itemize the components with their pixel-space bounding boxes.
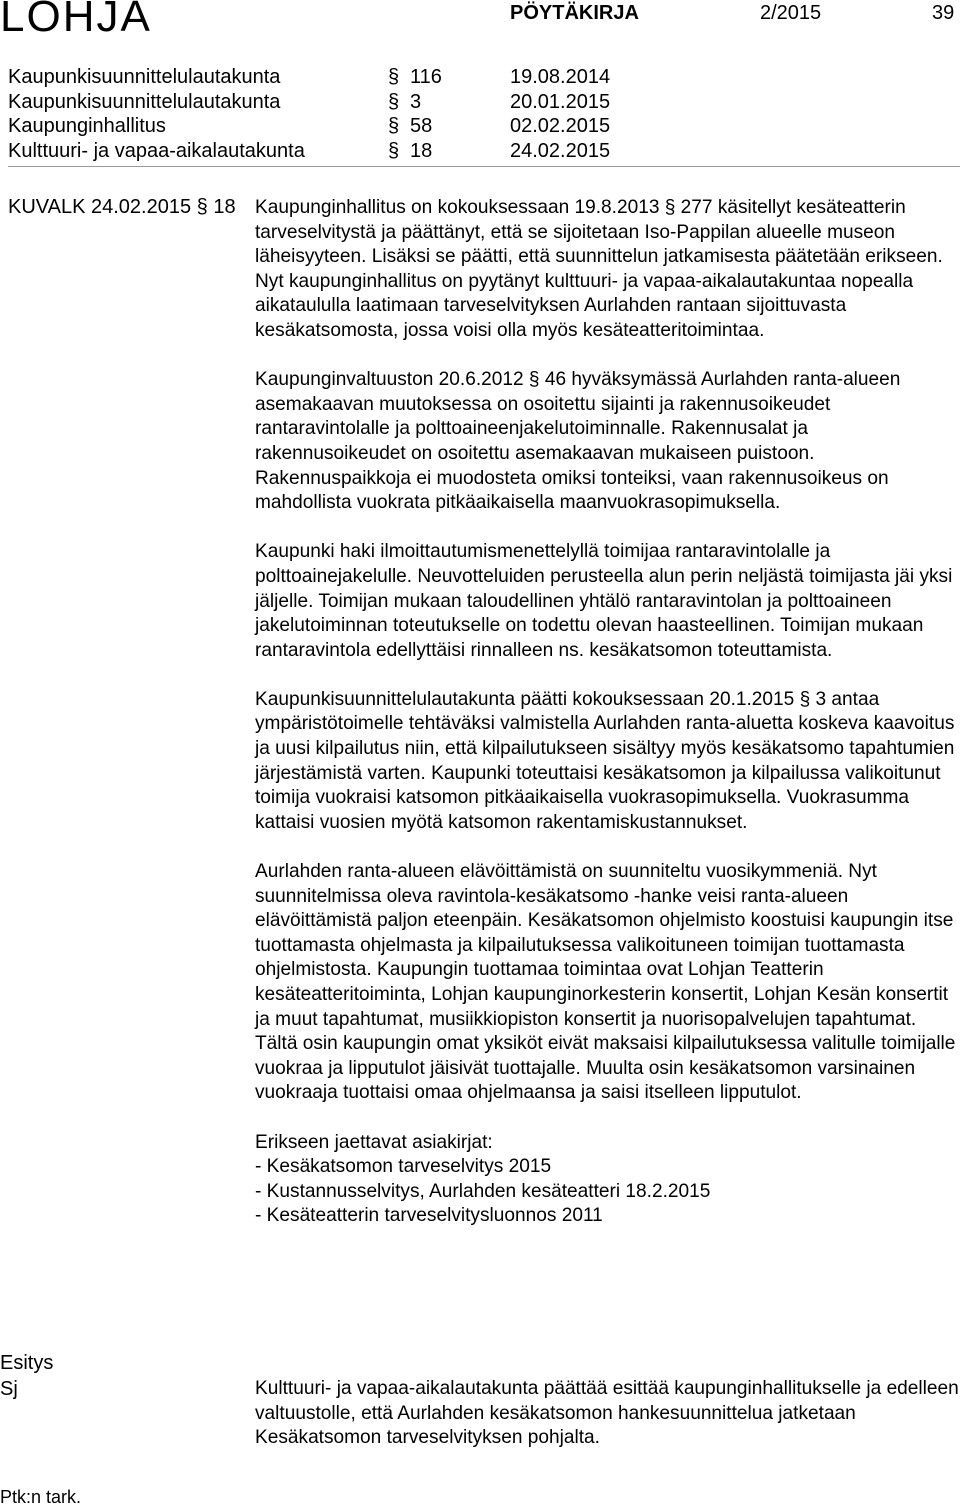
meeting-body: Kaupunginhallitus — [8, 115, 166, 138]
meeting-date: 20.01.2015 — [510, 90, 611, 113]
meeting-body: Kaupunkisuunnittelulautakunta — [8, 90, 281, 113]
paragraph: Kaupunginhallitus on kokouksessaan 19.8.2013 § 277 käsitellyt kesäteatterin tarveselvitystä ja päättänyt, että se sijoitetaan Iso-Pappilan alueelle museon läheisyyteen. Lisäksi se päätti, että suunnittelun jatkamisesta päätetään erikseen. Nyt kaupunginhallitus on pyytänyt kulttuuri- ja vapaa-aikalautakuntaa nopealla aikataululla laatimaan tarveselvityksen Aurlahden rantaan sijoittuvasta kesäkatsomosta, jossa voisi olla myös kesäteatteritoimintaa. — [255, 197, 943, 341]
attachments-list — [255, 1155, 960, 1229]
meeting-body: Kaupunkisuunnittelulautakunta — [8, 66, 281, 88]
page-number: 39 — [932, 2, 955, 24]
header-divider — [8, 166, 960, 167]
attachment-item: - Kesäteatterin tarveselvitysluonnos 2011 — [255, 1205, 603, 1227]
meeting-list — [8, 66, 958, 165]
section-symbol: § — [388, 115, 400, 138]
meeting-body: Kulttuuri- ja vapaa-aikalautakunta — [8, 140, 305, 163]
attachments-heading: Erikseen jaettavat asiakirjat: — [255, 1131, 493, 1153]
meeting-section-number: 18 — [410, 140, 433, 163]
section-symbol: § — [388, 66, 400, 88]
body-text — [255, 196, 960, 1229]
kuvalk-reference: KUVALK 24.02.2015 § 18 — [8, 196, 236, 218]
paragraph: Kaupunginvaltuuston 20.6.2012 § 46 hyväksymässä Aurlahden ranta-alueen asemakaavan muutoksessa on osoitettu sijainti ja rakennusoikeudet rantaravintolalle ja polttoaineenjakelutoiminnalle. Rakennusalat ja rakennusoikeudet on osoitettu asemakaavan mukaiseen puistoon. Rakennuspaikkoja ei muodosteta omiksi tonteiksi, vaan rakennusoikeus on mahdollista vuokrata pitkäaikaisella maanvuokrasopimuksella. — [255, 369, 901, 514]
meeting-row — [8, 115, 958, 140]
meeting-date: 02.02.2015 — [510, 115, 611, 138]
proposal-text: Kulttuuri- ja vapaa-aikalautakunta päättää esittää kaupunginhallitukselle ja edelleen valtuustolle, että Aurlahden kesäkatsomon hankesuunnittelua jatketaan Kesäkatsomon tarveselvityksen pohjalta. — [255, 1378, 959, 1449]
meeting-section-number: 116 — [410, 66, 442, 88]
section-symbol: § — [388, 140, 400, 163]
proposal-presenter: Sj — [0, 1378, 18, 1400]
paragraph: Kaupunkisuunnittelulautakunta päätti kokouksessaan 20.1.2015 § 3 antaa ympäristötoimelle tehtäväksi valmistella Aurlahden ranta-aluetta koskeva kaavoitus ja uusi kilpailutus niin, että kilpailutukseen sisältyy myös kesäkatsomo tapahtumien järjestämistä varten. Kaupunki toteuttaisi kesäkatsomon ja kilpailussa valikoitunut toimija vuokraisi katsomon pitkäaikaisella vuokrasopimuksella. Vuokrasumma kattaisi vuosien myötä katsomon rakentamiskustannukset. — [255, 688, 955, 833]
paragraph: Aurlahden ranta-alueen elävöittämistä on suunniteltu vuosikymmeniä. Nyt suunnitelmissa oleva ravintola-kesäkatsomo -hanke veisi ranta-alueen elävöittämistä paljon eteenpäin. Kesäkatsomon ohjelmisto koostuisi kaupungin itse tuottamasta ohjelmasta ja kilpailutuksessa valikoituneen toimijan tuottamasta ohjelmistosta. Kaupungin tuottamaa toimintaa ovat Lohjan Teatterin kesäteatteritoiminta, Lohjan kaupunginorkesterin konsertit, Lohjan Kesän konsertit ja muut tapahtumat, musiikkiopiston konsertit ja nuorisopalvelujen tapahtumat. Tältä osin kaupungin omat yksiköt eivät maksaisi kilpailutuksessa valitulle toimijalle vuokraa ja lipputulot jäisivät tuottajalle. Muulta osin kesäkatsomon varsinainen vuokraaja tuottaisi omaa ohjelmaansa ja saisi itselleen lipputulot. — [255, 861, 956, 1104]
minutes-checker-label: Ptk:n tark. — [0, 1487, 82, 1507]
paragraph: Kaupunki haki ilmoittautumismenettelyllä toimijaa rantaravintolalle ja polttoainejakelulle. Neuvotteluiden perusteella alun perin neljästä toimijasta jäi yksi jäljelle. Toimijan mukaan taloudellinen yhtälö rantaravintolan ja polttoaineen jakelutoiminnan toteutukselle on todettu olevan haasteellinen. Toimijan mukaan rantaravintola edellyttäisi rinnalleen ns. kesäkatsomon toteuttamista. — [255, 541, 953, 661]
proposal-label: Esitys — [0, 1352, 54, 1374]
meeting-section-number: 58 — [410, 115, 433, 138]
attachment-item: - Kustannusselvitys, Aurlahden kesäteatteri 18.2.2015 — [255, 1180, 711, 1202]
meeting-section-number: 3 — [410, 90, 422, 113]
meeting-date: 24.02.2015 — [510, 140, 611, 163]
meeting-row — [8, 66, 958, 91]
logo: LOHJA — [0, 0, 152, 41]
meeting-row — [8, 140, 958, 165]
attachment-item: - Kesäkatsomon tarveselvitys 2015 — [255, 1156, 552, 1178]
document-number: 2/2015 — [760, 2, 822, 24]
document-title: PÖYTÄKIRJA — [510, 2, 639, 24]
section-symbol: § — [388, 90, 400, 113]
meeting-date: 19.08.2014 — [510, 66, 611, 88]
meeting-row — [8, 91, 958, 116]
